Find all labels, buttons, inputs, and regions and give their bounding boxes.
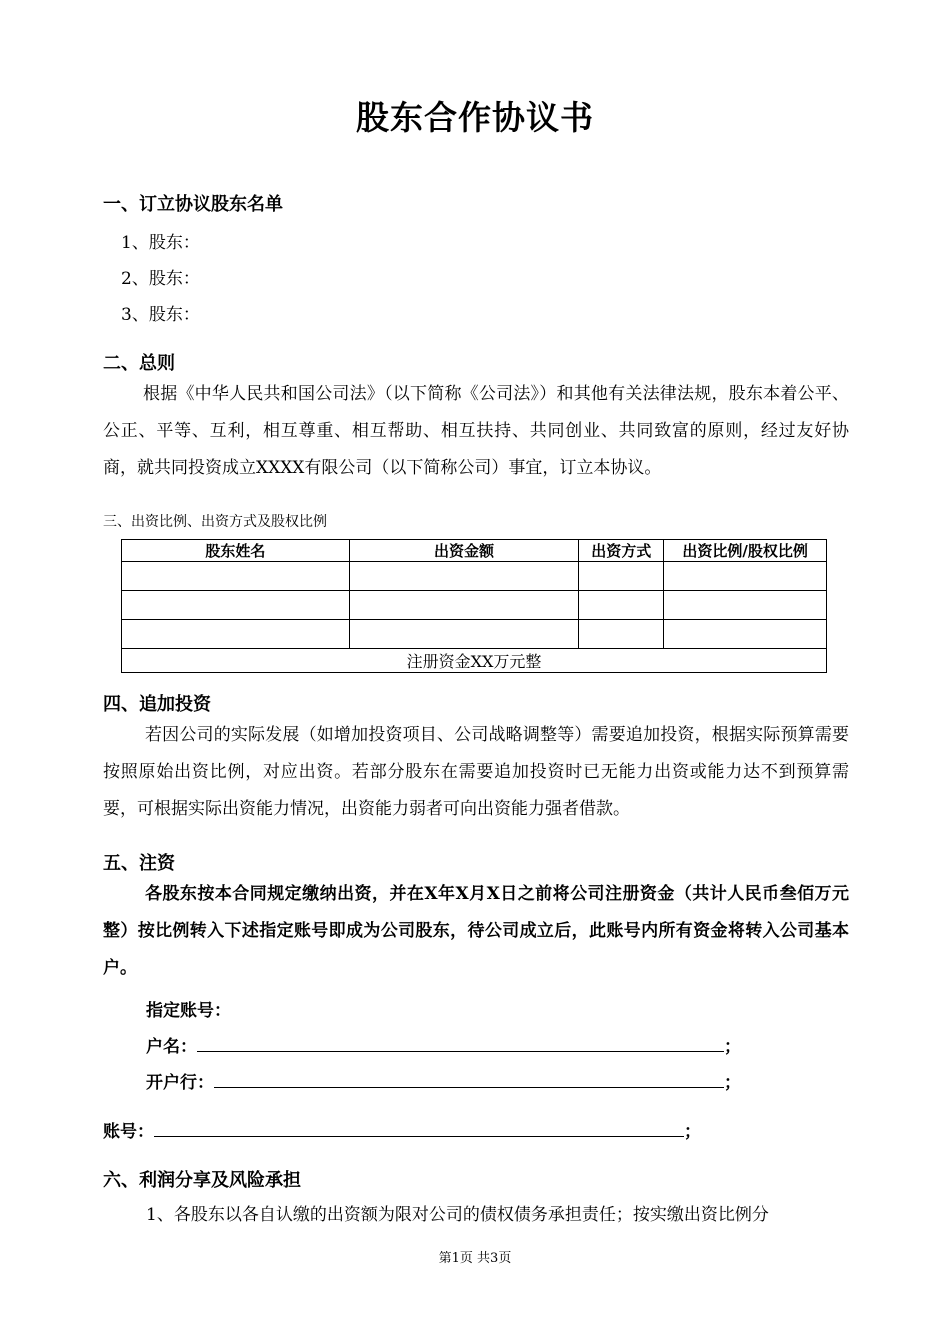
account-name-blank[interactable] [197,1034,724,1052]
capital-injection-paragraph: 各股东按本合同规定缴纳出资，并在X年X月X日之前将公司注册资金（共计人民币叁佰万元整）按比例转入下述指定账号即成为公司股东，待公司成立后，此账号内所有资金将转入公司基本户。 [103,884,849,978]
table-cell[interactable] [349,562,579,591]
bank-label: 开户行： [146,1073,214,1093]
profit-sharing-item-1: 1、各股东以各自认缴的出资额为限对公司的债权债务承担责任；按实缴出资比例分 [146,1205,769,1225]
table-header-row [122,540,827,562]
section-1-heading: 一、订立协议股东名单 [103,194,283,215]
section-6-heading: 六、利润分享及风险承担 [103,1170,301,1191]
registered-capital-total: 注册资金XX万元整 [122,649,827,673]
bank-blank[interactable] [214,1070,724,1088]
page-footer: 第1页 共3页 [438,1251,512,1266]
section-2-heading: 二、总则 [103,353,175,374]
end-mark: ； [684,1122,701,1142]
section-3-heading: 三、出资比例、出资方式及股权比例 [103,514,327,530]
end-mark: ； [724,1037,741,1057]
table-cell[interactable] [579,620,664,649]
designated-account-label: 指定账号： [146,1001,231,1021]
table-cell[interactable] [122,562,350,591]
capital-table [121,539,827,673]
shareholder-2-line: 2、股东： [121,269,200,289]
shareholder-1-line: 1、股东： [121,233,200,253]
table-cell[interactable] [664,620,827,649]
table-cell[interactable] [579,591,664,620]
document-title: 股东合作协议书 [356,98,594,137]
account-name-row [146,1032,741,1057]
table-row [122,562,827,591]
table-cell[interactable] [664,562,827,591]
account-number-row [103,1117,701,1142]
account-number-blank[interactable] [154,1119,684,1137]
additional-investment-paragraph: 若因公司的实际发展（如增加投资项目、公司战略调整等）需要追加投资，根据实际预算需要按照原始出资比例，对应出资。若部分股东在需要追加投资时已无能力出资或能力达不到预算需要，可根据实际出资能力情况，出资能力弱者可向出资能力强者借款。 [103,725,849,819]
col-equity-ratio: 出资比例/股权比例 [664,540,827,562]
section-5-heading: 五、注资 [103,853,175,874]
table-row [122,620,827,649]
table-row [122,591,827,620]
account-number-label: 账号： [103,1122,154,1142]
col-capital-amount: 出资金额 [349,540,579,562]
account-name-label: 户名： [146,1037,197,1057]
col-capital-method: 出资方式 [579,540,664,562]
shareholder-3-line: 3、股东： [121,305,200,325]
section-4-heading: 四、追加投资 [103,694,211,715]
table-cell[interactable] [579,562,664,591]
table-cell[interactable] [349,620,579,649]
bank-row [146,1068,741,1093]
general-principles-paragraph: 根据《中华人民共和国公司法》（以下简称《公司法》）和其他有关法律法规，股东本着公平、公正、平等、互利，相互尊重、相互帮助、相互扶持、共同创业、共同致富的原则，经过友好协商，就共同投资成立XXXX有限公司（以下简称公司）事宜，订立本协议。 [103,384,849,478]
col-shareholder-name: 股东姓名 [122,540,350,562]
table-cell[interactable] [122,591,350,620]
table-total-row [122,649,827,673]
table-cell[interactable] [349,591,579,620]
end-mark: ； [724,1073,741,1093]
table-cell[interactable] [664,591,827,620]
table-cell[interactable] [122,620,350,649]
